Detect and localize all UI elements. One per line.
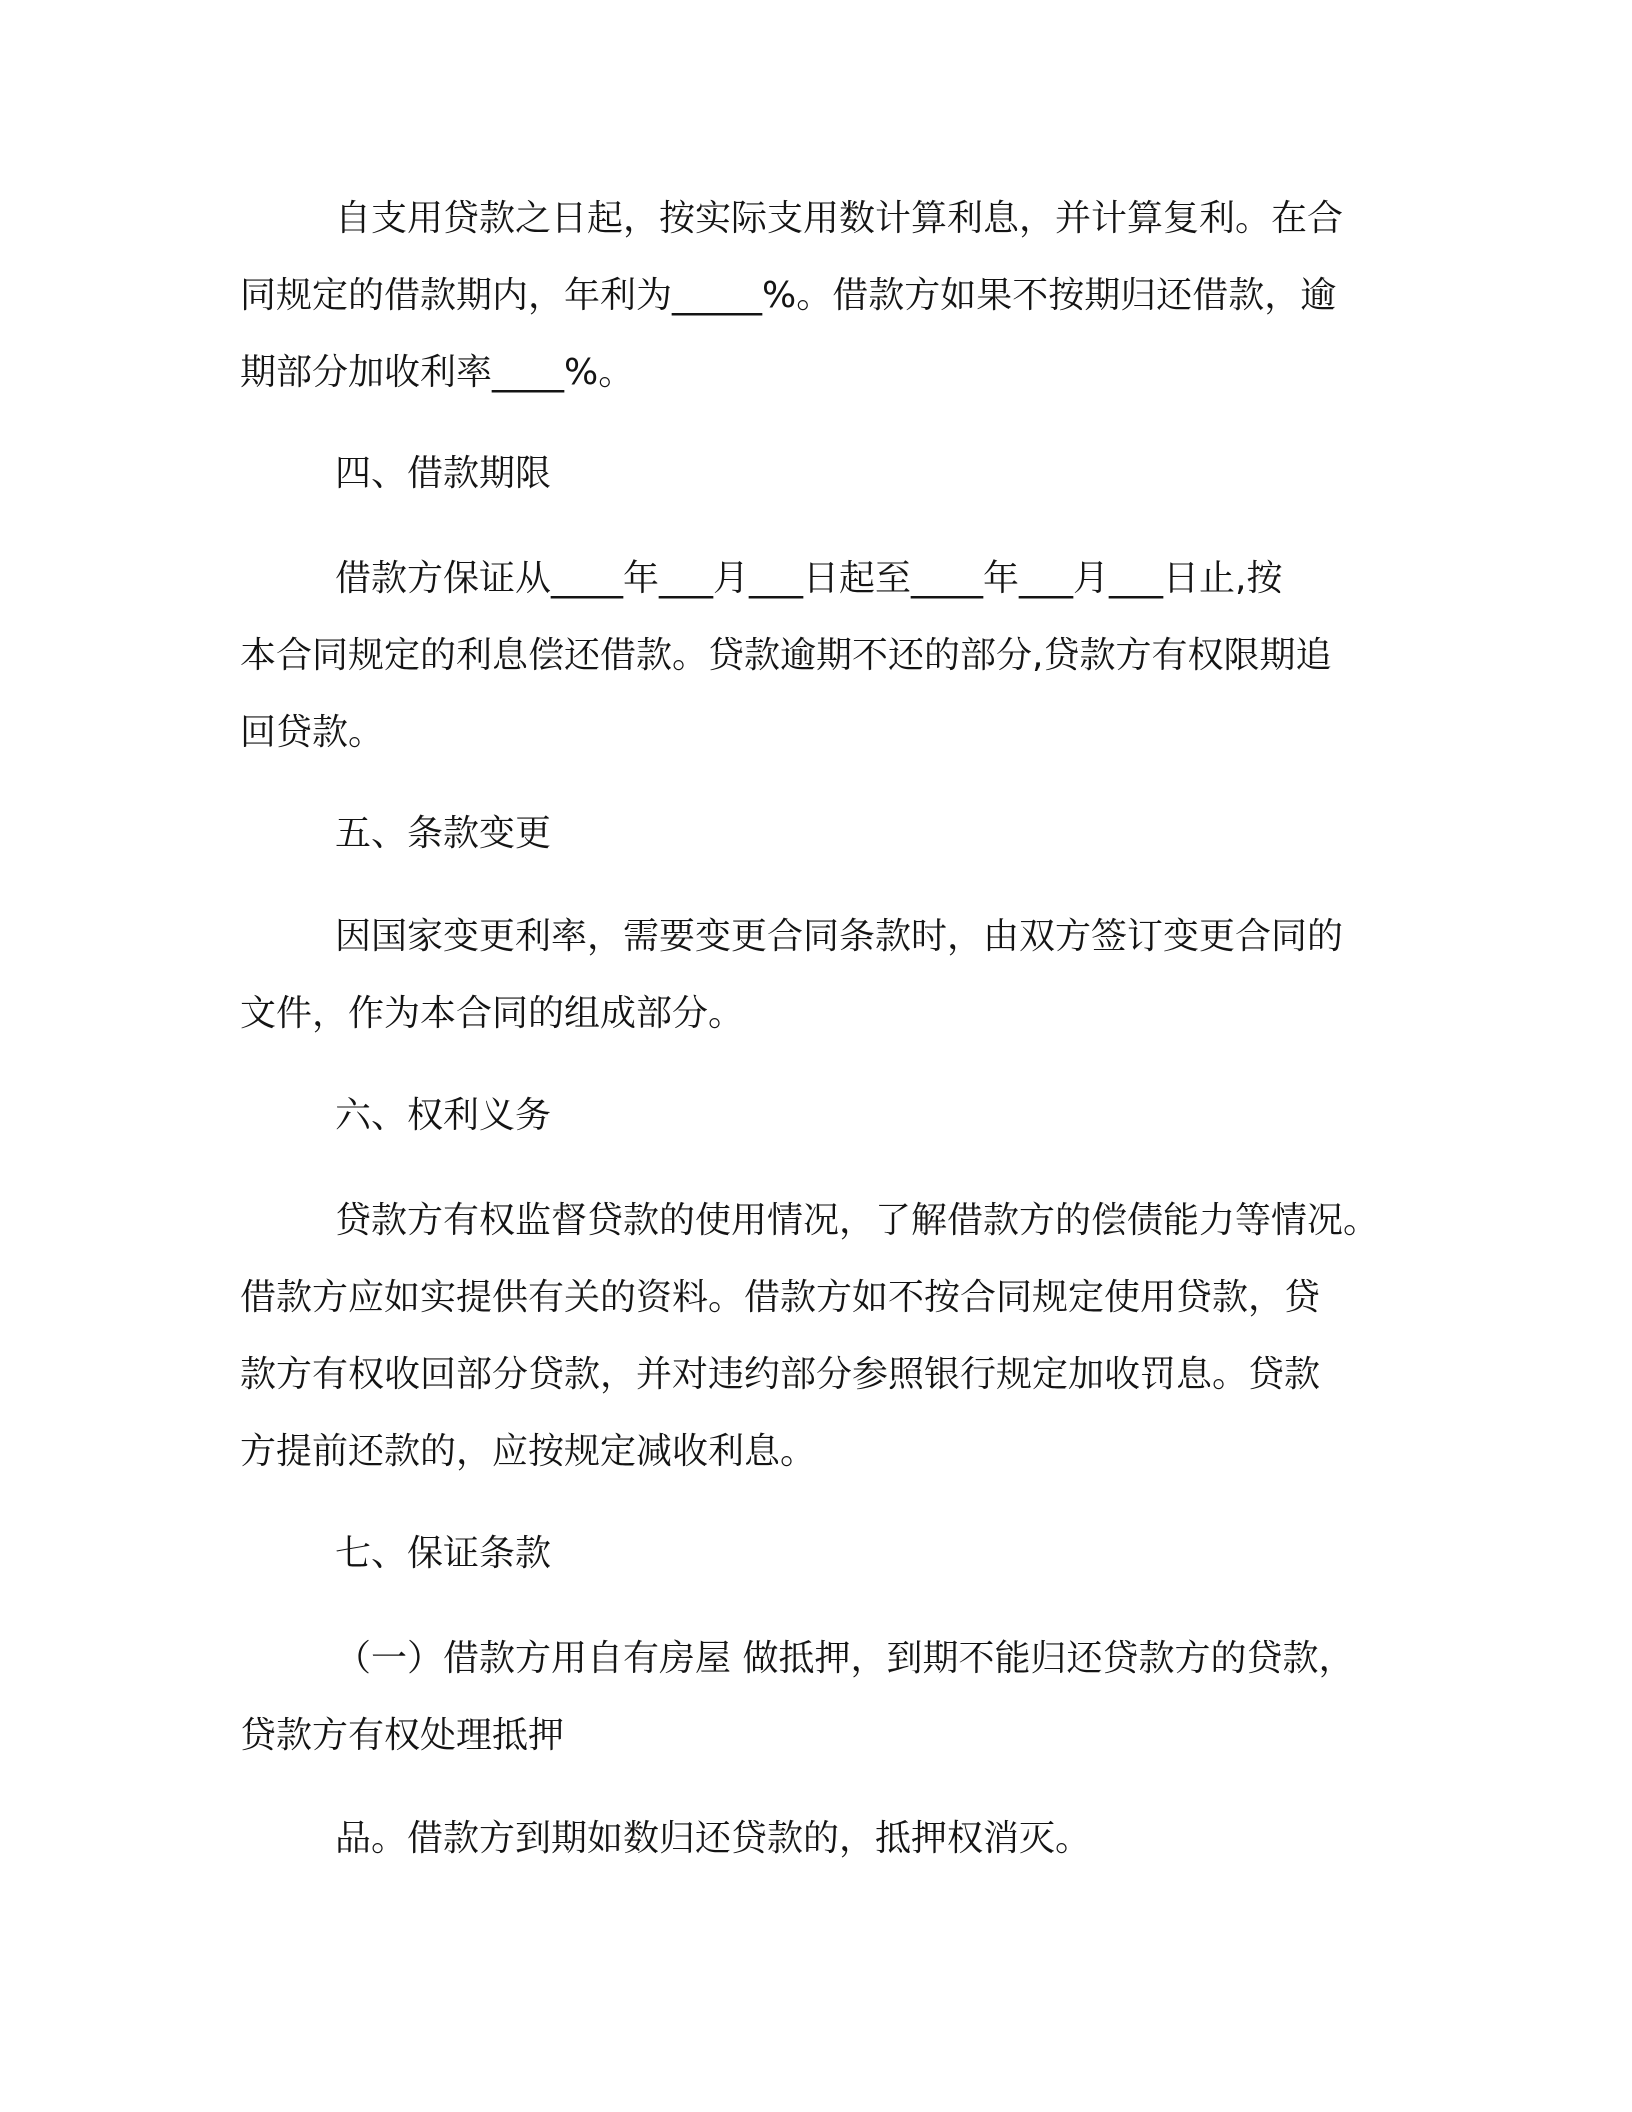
text-line: （一）借款方用自有房屋 做抵押，到期不能归还贷款方的贷款， [335,1638,1355,1679]
terms-change-paragraph [240,898,1420,1052]
mortgage-paragraph [240,1800,1420,1877]
loan-term-paragraph [240,540,1420,771]
text-line: 因国家变更利率，需要变更合同条款时，由双方签订变更合同的 [335,916,1344,957]
rights-duties-paragraph [240,1182,1420,1490]
section-heading-6 [240,1077,1420,1154]
section-heading-5 [240,795,1420,872]
text-line: 借款方保证从____年___月___日起至____年___月___日止,按 [335,558,1283,599]
heading-text: 七、保证条款 [335,1533,552,1574]
text-line: 期部分加收利率____%。 [240,352,635,393]
text-line: 方提前还款的，应按规定减收利息。 [240,1431,817,1472]
heading-text: 六、权利义务 [335,1095,552,1136]
text-line: 借款方应如实提供有关的资料。借款方如不按合同规定使用贷款，贷 [240,1277,1321,1318]
section-heading-4 [240,435,1420,512]
text-line: 回贷款。 [240,712,385,753]
text-line: 贷款方有权处理抵押 [240,1715,565,1756]
text-line: 自支用贷款之日起，按实际支用数计算利息，并计算复利。在合 [335,198,1344,239]
interest-paragraph [240,180,1420,411]
heading-text: 四、借款期限 [335,453,552,494]
text-line: 文件，作为本合同的组成部分。 [240,993,745,1034]
text-line: 品。借款方到期如数归还贷款的，抵押权消灭。 [335,1818,1092,1859]
text-line: 款方有权收回部分贷款，并对违约部分参照银行规定加收罚息。贷款 [240,1354,1321,1395]
text-line: 贷款方有权监督贷款的使用情况，了解借款方的偿债能力等情况。 [335,1200,1380,1241]
heading-text: 五、条款变更 [335,813,552,854]
guarantee-paragraph [240,1620,1420,1774]
text-line: 同规定的借款期内，年利为_____%。借款方如果不按期归还借款，逾 [240,275,1337,316]
text-line: 本合同规定的利息偿还借款。贷款逾期不还的部分,贷款方有权限期追 [240,635,1332,676]
section-heading-7 [240,1515,1420,1592]
